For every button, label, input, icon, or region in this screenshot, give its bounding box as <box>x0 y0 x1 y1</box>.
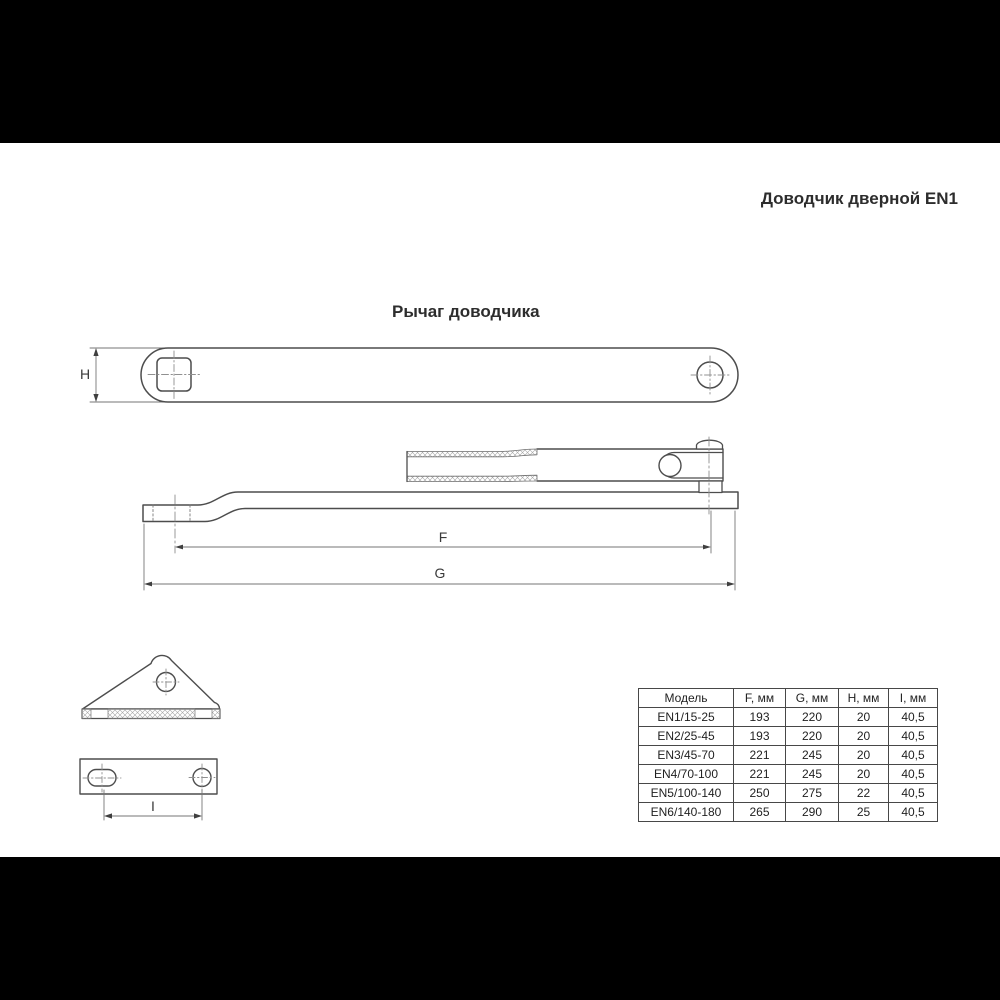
arm-side-view <box>143 437 738 590</box>
elbow-pivot <box>659 455 681 477</box>
value-cell: 22 <box>839 784 889 803</box>
value-cell: 40,5 <box>889 708 938 727</box>
value-cell: 245 <box>786 746 839 765</box>
spec-table-body <box>639 708 938 822</box>
value-cell: 40,5 <box>889 765 938 784</box>
drawing-title: Рычаг доводчика <box>392 302 540 321</box>
dim-label-G: G <box>434 565 446 581</box>
arm-top-view <box>80 348 738 402</box>
arm-outline <box>141 348 738 402</box>
value-cell: 20 <box>839 727 889 746</box>
col-header-model: Модель <box>639 689 734 708</box>
col-header-f: F, мм <box>734 689 786 708</box>
value-cell: 40,5 <box>889 784 938 803</box>
mounting-plate-top-view <box>80 759 217 820</box>
value-cell: 265 <box>734 803 786 822</box>
value-cell: 220 <box>786 708 839 727</box>
table-row <box>639 727 938 746</box>
spindle-cap <box>697 440 723 449</box>
dim-label-F: F <box>438 529 448 545</box>
main-arm-profile <box>143 492 738 522</box>
shoe-bracket-side-view <box>82 655 220 718</box>
bracket-body <box>83 655 220 709</box>
value-cell: 25 <box>839 803 889 822</box>
value-cell: 40,5 <box>889 727 938 746</box>
value-cell: 245 <box>786 765 839 784</box>
value-cell: 40,5 <box>889 803 938 822</box>
value-cell: 221 <box>734 765 786 784</box>
thread-hatch-bottom <box>407 475 537 481</box>
value-cell: 221 <box>734 746 786 765</box>
model-cell: EN6/140-180 <box>639 803 734 822</box>
value-cell: 250 <box>734 784 786 803</box>
model-cell: EN1/15-25 <box>639 708 734 727</box>
table-row <box>639 803 938 822</box>
table-row <box>639 765 938 784</box>
col-header-i: I, мм <box>889 689 938 708</box>
value-cell: 193 <box>734 727 786 746</box>
value-cell: 290 <box>786 803 839 822</box>
model-cell: EN4/70-100 <box>639 765 734 784</box>
model-cell: EN2/25-45 <box>639 727 734 746</box>
model-cell: EN3/45-70 <box>639 746 734 765</box>
table-row <box>639 708 938 727</box>
dim-label-H: H <box>79 366 91 382</box>
model-cell: EN5/100-140 <box>639 784 734 803</box>
value-cell: 220 <box>786 727 839 746</box>
thread-hatch-top <box>407 449 537 457</box>
spec-table <box>638 688 938 822</box>
table-row <box>639 746 938 765</box>
col-header-h: H, мм <box>839 689 889 708</box>
value-cell: 20 <box>839 708 889 727</box>
connector-block <box>699 481 722 493</box>
value-cell: 193 <box>734 708 786 727</box>
value-cell: 20 <box>839 765 889 784</box>
value-cell: 275 <box>786 784 839 803</box>
col-header-g: G, мм <box>786 689 839 708</box>
table-header-row <box>639 689 938 708</box>
table-row <box>639 784 938 803</box>
value-cell: 20 <box>839 746 889 765</box>
dim-label-I: I <box>151 798 155 814</box>
value-cell: 40,5 <box>889 746 938 765</box>
page-title: Доводчик дверной EN1 <box>760 189 958 208</box>
